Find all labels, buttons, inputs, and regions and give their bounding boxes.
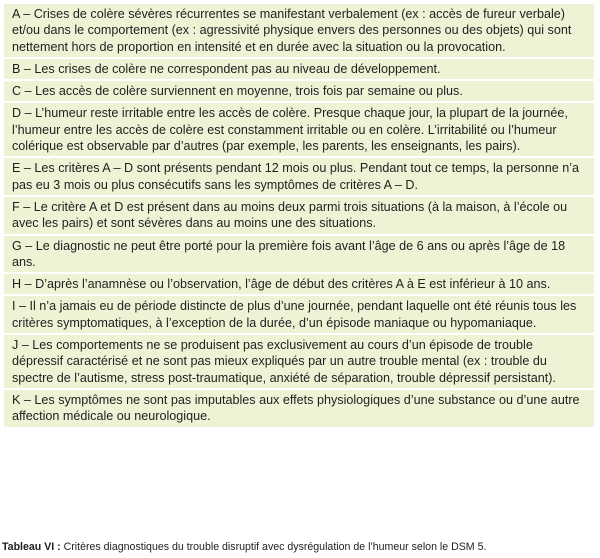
criterion-row xyxy=(3,295,595,334)
criterion-e-cell: E – Les critères A – D sont présents pendant 12 mois ou plus. Pendant tout ce temps, la personne n’a pas eu 3 mois ou plus consécutifs sans les symptômes de critères A – D. xyxy=(3,157,595,196)
caption-text: Critères diagnostiques du trouble disruptif avec dysrégulation de l’humeur selon le DSM 5. xyxy=(60,541,487,553)
criterion-i-cell: I – Il n’a jamais eu de période distincte de plus d’une journée, pendant laquelle ont été réunis tous les critères symptomatiques, à l’exception de la durée, d’un épisode maniaque ou hypomaniaque. xyxy=(3,295,595,334)
criteria-table xyxy=(2,2,596,429)
criterion-k-cell: K – Les symptômes ne sont pas imputables aux effets physiologiques d’une substance ou d’une autre affection médicale ou neurologique. xyxy=(3,389,595,428)
criterion-row xyxy=(3,334,595,389)
criterion-row xyxy=(3,196,595,235)
caption-label: Tableau VI : xyxy=(2,541,61,553)
criterion-row xyxy=(3,3,595,58)
criterion-h-cell: H – D’après l’anamnèse ou l’observation, l’âge de début des critères A à E est inférieur à 10 ans. xyxy=(3,273,595,295)
criterion-j-cell: J – Les comportements ne se produisent pas exclusivement au cours d’un épisode de trouble dépressif caractérisé et ne sont pas mieux expliqués par un autre trouble mental (ex : trouble du spectre de l’autisme, stress post-traumatique, anxiété de séparation, trouble dépressif persistant). xyxy=(3,334,595,389)
table-caption xyxy=(2,540,596,554)
criterion-row xyxy=(3,58,595,80)
criterion-b-cell: B – Les crises de colère ne correspondent pas au niveau de développement. xyxy=(3,58,595,80)
criterion-row xyxy=(3,157,595,196)
criterion-row xyxy=(3,389,595,428)
criterion-f-cell: F – Le critère A et D est présent dans au moins deux parmi trois situations (à la maison, à l’école ou avec les pairs) et sont sévères dans au moins une des situations. xyxy=(3,196,595,235)
criterion-row xyxy=(3,80,595,102)
criterion-a-cell: A – Crises de colère sévères récurrentes se manifestant verbalement (ex : accès de fureur verbale) et/ou dans le comportement (ex : agressivité physique envers des personnes ou des objets) qui sont nettement hors de proportion en intensité et en durée avec la situation ou la provocation. xyxy=(3,3,595,58)
criterion-row xyxy=(3,273,595,295)
criterion-row xyxy=(3,102,595,157)
criterion-row xyxy=(3,235,595,274)
criterion-d-cell: D – L’humeur reste irritable entre les accès de colère. Presque chaque jour, la plupart de la journée, l’humeur entre les accès de colère est constamment irritable ou en colère. L’irritabilité ou l’humeur colérique est observable par d’autres (par exemple, les parents, les enseignants, les pairs). xyxy=(3,102,595,157)
criterion-c-cell: C – Les accès de colère surviennent en moyenne, trois fois par semaine ou plus. xyxy=(3,80,595,102)
criterion-g-cell: G – Le diagnostic ne peut être porté pour la première fois avant l’âge de 6 ans ou après l’âge de 18 ans. xyxy=(3,235,595,274)
